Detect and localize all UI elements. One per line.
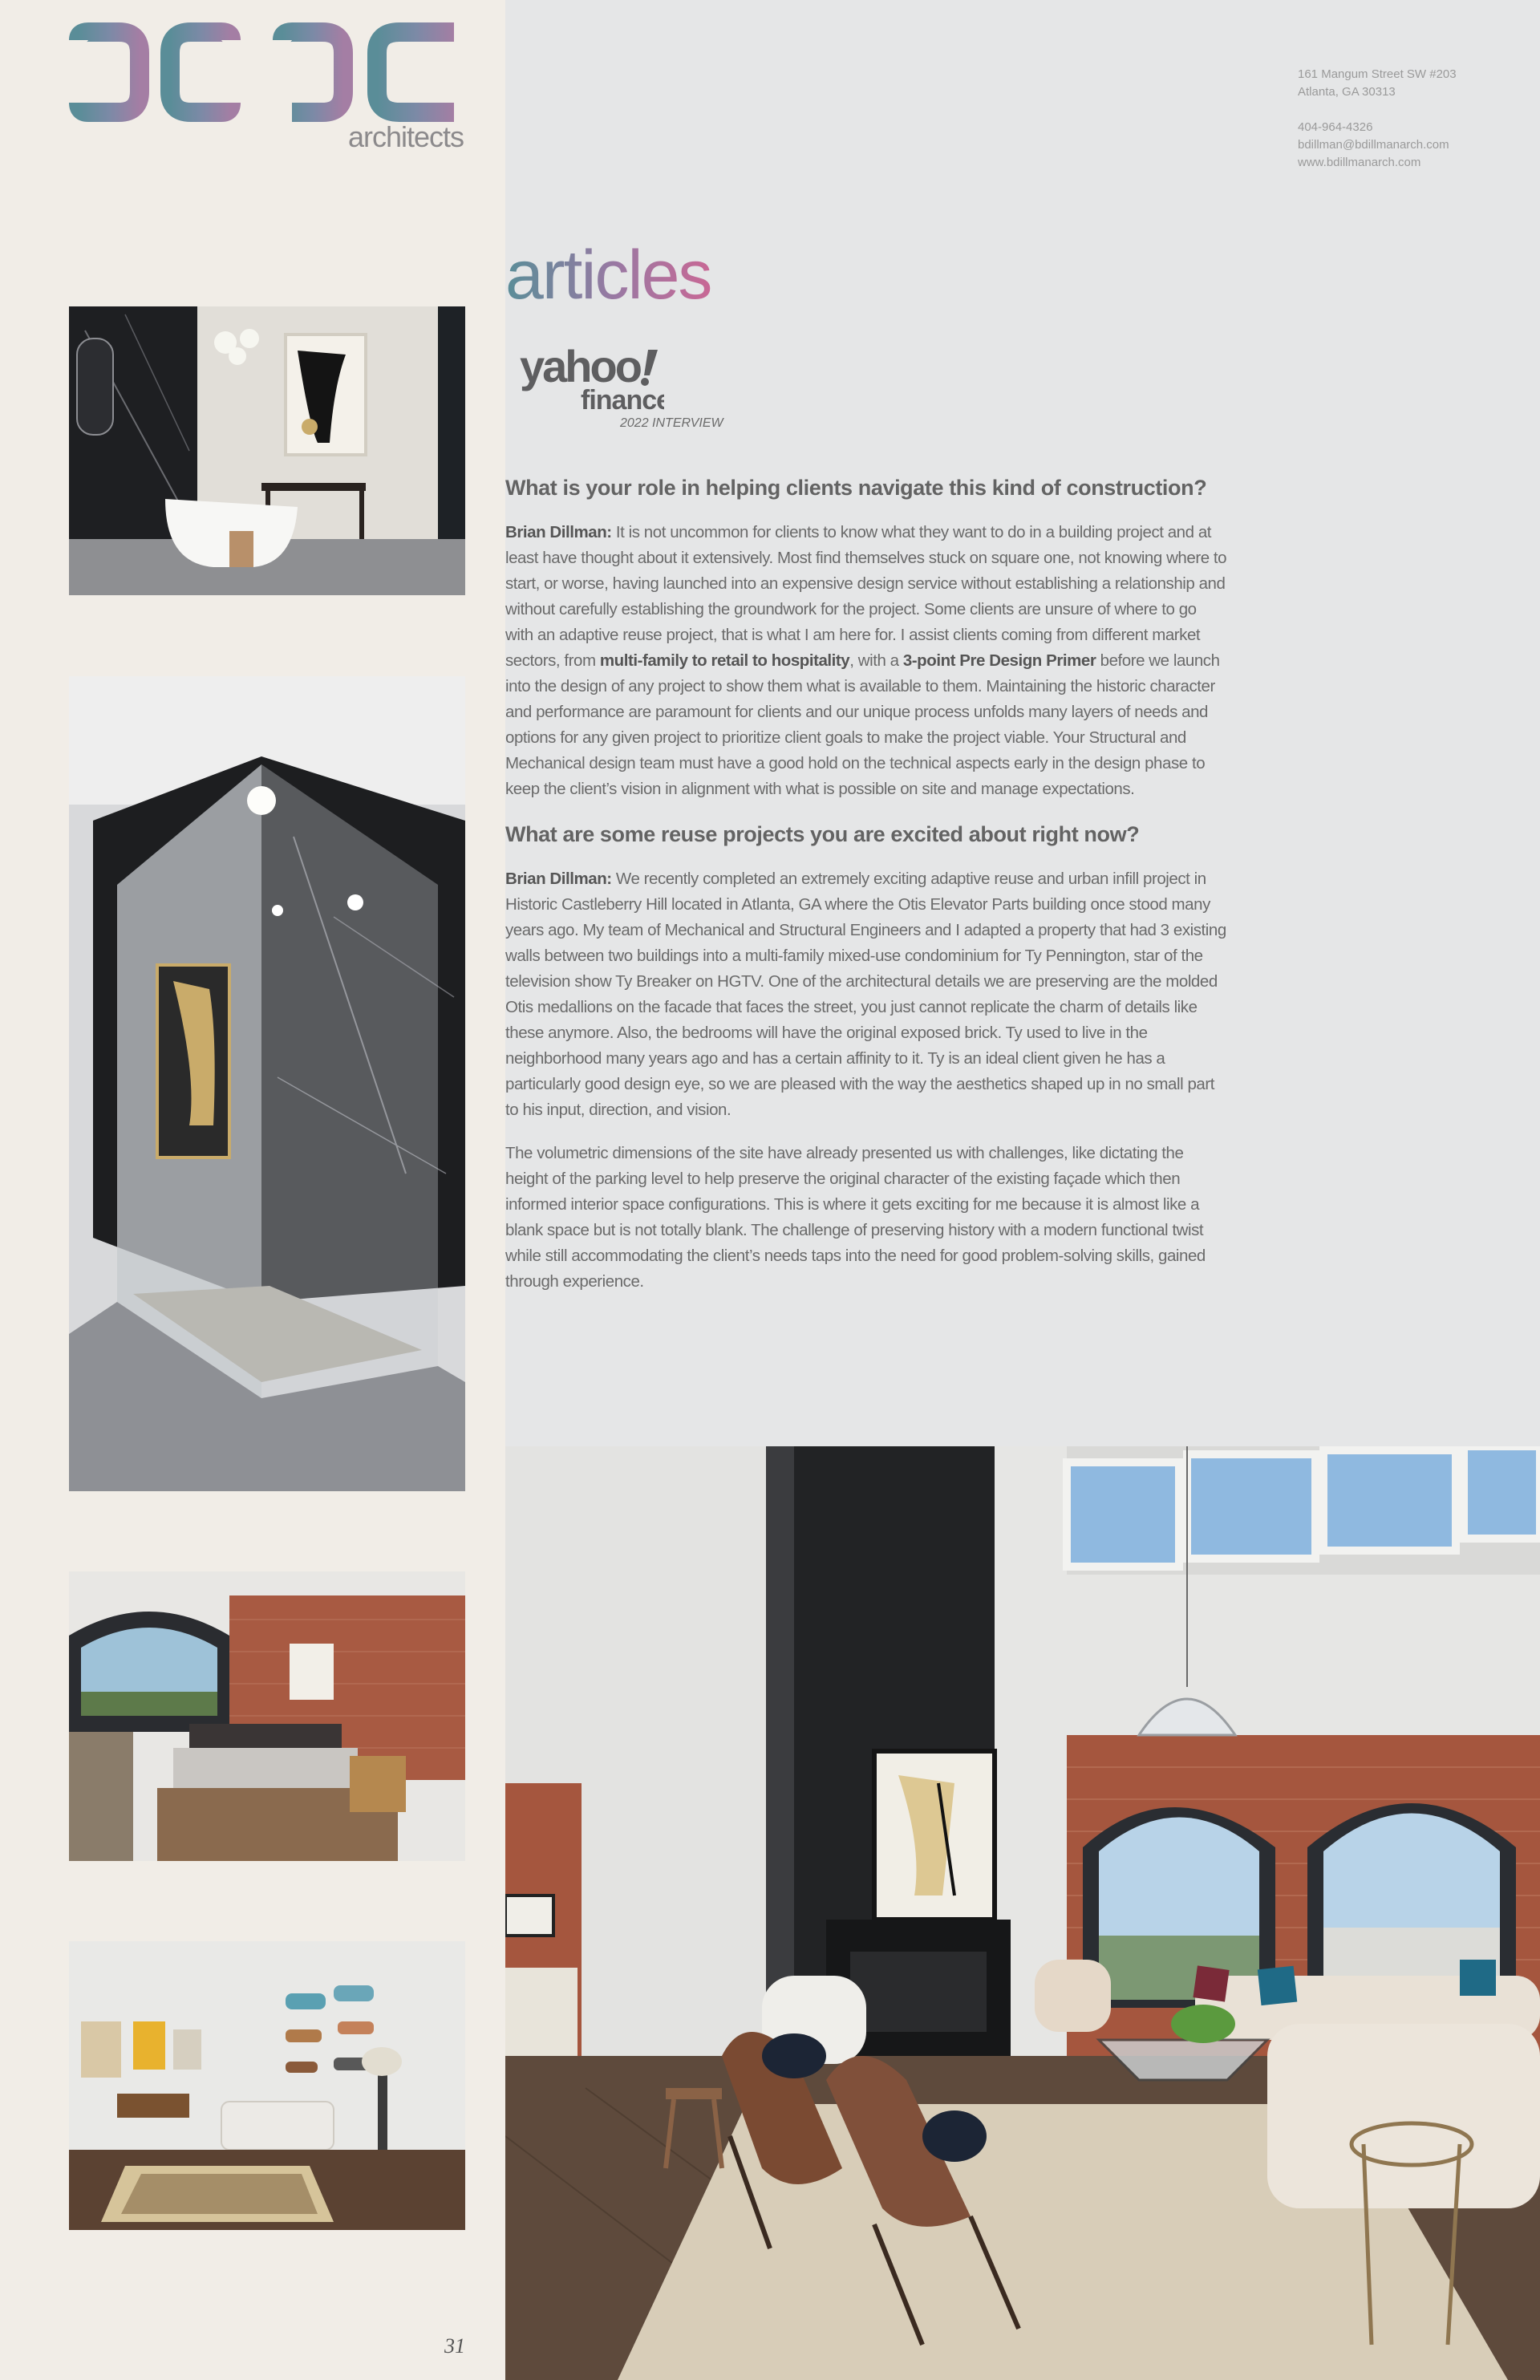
left-column [0,0,505,2380]
answer-2: Brian Dillman: We recently completed an extremely exciting adaptive reuse and urban infill project in Historic Castleberry Hill located in Atlanta, GA where the Otis Elevator Parts building once stood many years ago. My team of Mechanical and Structural Engineers and I adapted a property that had 3 existing walls between two buildings into a multi-family mixed-use condominium for Ty Pennington, star of the television show Ty Breaker on HGTV. One of the architectural details we are preserving are the molded Otis medallions on the facade that faces the street, you just cannot replicate the charm of details like these anymore. Also, the bedrooms will have the original exposed brick. Ty used to live in the neighborhood many years ago and has a certain affinity to it. Ty is an ideal client given he has a particularly good design eye, so we are pleased with the way the aesthetics shaped up in no small part to his input, direction, and vision. [505,870,1226,1119]
article-body [505,473,1227,1312]
contact-website[interactable]: www.bdillmanarch.com [1298,156,1421,169]
question-1: What is your role in helping clients navigate this kind of construction? [505,476,1207,500]
speaker-name: Brian Dillman: [505,870,612,888]
contact-info [1298,66,1530,172]
interview-tag: 2022 INTERVIEW [620,416,723,430]
speaker-name: Brian Dillman: [505,523,612,541]
loft-living-room-photo [505,1446,1540,2380]
bathroom-tub-photo [69,306,465,595]
answer-2-continued: The volumetric dimensions of the site have already presented us with challenges, like dictating the height of the parking level to help preserve the original character of the existing façade which then informed interior space configurations. This is where it gets exciting for me because it is almost like a blank space but is not totally blank. The challenge of preserving history with a modern functional twist while still accommodating the client’s needs taps into the need for good problem-solving skills, gained through experience. [505,1144,1206,1291]
bedroom-photo [69,1571,465,1861]
question-2: What are some reuse projects you are excited about right now? [505,822,1140,846]
page-number: 31 [444,2334,465,2358]
svg-text:yahoo: yahoo [520,343,640,391]
living-room-art-photo [69,1941,465,2230]
svg-text:finance: finance [581,385,664,416]
logo-subtitle: architects [348,120,464,153]
answer-1: Brian Dillman: It is not uncommon for clients to know what they want to do in a building project and at least have thought about it extensively. Most find themselves stuck on square one, not knowing where to start, or worse, having launched into an expensive design service without establishing a relationship and without carefully establishing the groundwork for the project. Some clients are unsure of where to go with an adaptive reuse project, that is what I am here for. I assist clients coming from different market sectors, from multi-family to retail to hospitality, with a 3-point Pre Design Primer before we launch into the design of any project to show them what is available to them. Maintaining the historic character and performance are paramount for clients and our unique process unfolds many layers of needs and options for any given project to prioritize client goals to make the project viable. Your Structural and Mechanical design team must have a good hold on the technical aspects early in the design phase to keep the client’s vision in alignment with what is possible on site and manage expectations. [505,523,1227,798]
contact-email[interactable]: bdillman@bdillmanarch.com [1298,138,1449,152]
bdpc-logo [69,0,462,160]
contact-phone[interactable]: 404-964-4326 [1298,120,1373,134]
yahoo-finance-logo [520,343,664,416]
contact-street: 161 Mangum Street SW #203 [1298,67,1457,81]
section-title: articles [505,237,711,314]
contact-city: Atlanta, GA 30313 [1298,85,1396,99]
glass-shower-photo [69,676,465,1491]
